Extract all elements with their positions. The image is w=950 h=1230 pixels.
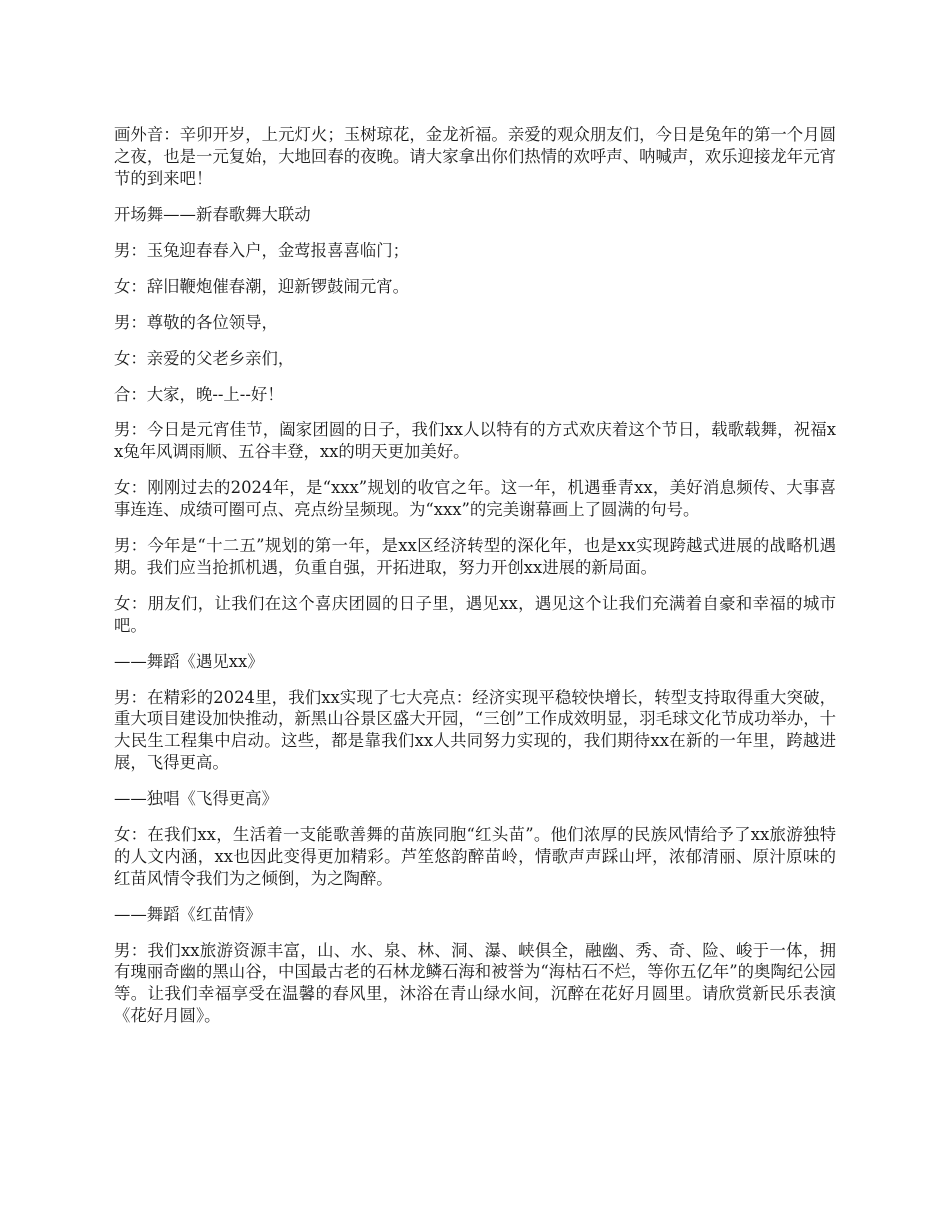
female-host-line: 女：辞旧鞭炮催春潮，迎新锣鼓闹元宵。 [114, 276, 410, 296]
female-host-line: 女：刚刚过去的2024年，是“xxx”规划的收官之年。这一年，机遇垂青xx，美好消息频传、大事喜事连连、成绩可圈可点、亮点纷呈频现。为“xxx”的完美谢幕画上了圆满的句号。 [114, 478, 836, 520]
female-host-line: 女：在我们xx，生活着一支能歌善舞的苗族同胞“红头苗”。他们浓厚的民族风情给予了xx旅游独特的人文内涵，xx也因此变得更加精彩。芦笙悠韵醉苗岭，情歌声声踩山坪，浓郁清丽、原汁原味的红苗风情令我们为之倾倒，为之陶醉。 [114, 824, 836, 888]
narration-intro-paragraph: 画外音：辛卯开岁，上元灯火；玉树琼花，金龙祈福。亲爱的观众朋友们，今日是兔年的第一个月圆之夜，也是一元复始，大地回春的夜晚。请大家拿出你们热情的欢呼声、呐喊声，欢乐迎接龙年元宵节的到来吧！ [114, 125, 836, 188]
program-dance-meet: ——舞蹈《遇见xx》 [114, 651, 264, 671]
document-page [114, 124, 836, 1041]
male-host-line: 男：在精彩的2024里，我们xx实现了七大亮点：经济实现平稳较快增长，转型支持取得重大突破，重大项目建设加快推动，新黑山谷景区盛大开园，“三创”工作成效明显，羽毛球文化节成功举办，十大民生工程集中启动。这些，都是靠我们xx人共同努力实现的，我们期待xx在新的一年里，跨越进展，飞得更高。 [114, 687, 836, 772]
male-host-line: 男：今日是元宵佳节，阖家团圆的日子，我们xx人以特有的方式欢庆着这个节日，载歌载舞，祝福xx兔年风调雨顺、五谷丰登，xx的明天更加美好。 [114, 420, 836, 462]
male-host-line: 男：今年是“十二五”规划的第一年，是xx区经济转型的深化年，也是xx实现跨越式进展的战略机遇期。我们应当抢抓机遇，负重自强，开拓进取，努力开创xx进展的新局面。 [114, 536, 836, 577]
female-host-line: 女：朋友们，让我们在这个喜庆团圆的日子里，遇见xx，遇见这个让我们充满着自豪和幸福的城市吧。 [114, 593, 836, 635]
program-dance-miao: ——舞蹈《红苗情》 [114, 904, 262, 924]
joint-host-line: 合：大家，晚--上--好！ [114, 384, 284, 404]
female-host-line: 女：亲爱的父老乡亲们， [114, 348, 295, 368]
male-host-line: 男：尊敬的各位领导， [114, 312, 278, 332]
program-solo-song: ——独唱《飞得更高》 [114, 788, 278, 808]
male-host-line: 男：我们xx旅游资源丰富，山、水、泉、林、洞、瀑、峡俱全，融幽、秀、奇、险、峻于一体，拥有瑰丽奇幽的黑山谷，中国最古老的石林龙鳞石海和被誉为“海枯石不烂，等你五亿年”的奥陶纪公园等。让我们幸福享受在温馨的春风里，沐浴在青山绿水间，沉醉在花好月圆里。请欣赏新民乐表演《花好月圆》。 [114, 940, 836, 1025]
program-opening-dance: 开场舞——新春歌舞大联动 [114, 204, 311, 224]
male-host-line: 男：玉兔迎春春入户，金莺报喜喜临门； [114, 240, 410, 260]
